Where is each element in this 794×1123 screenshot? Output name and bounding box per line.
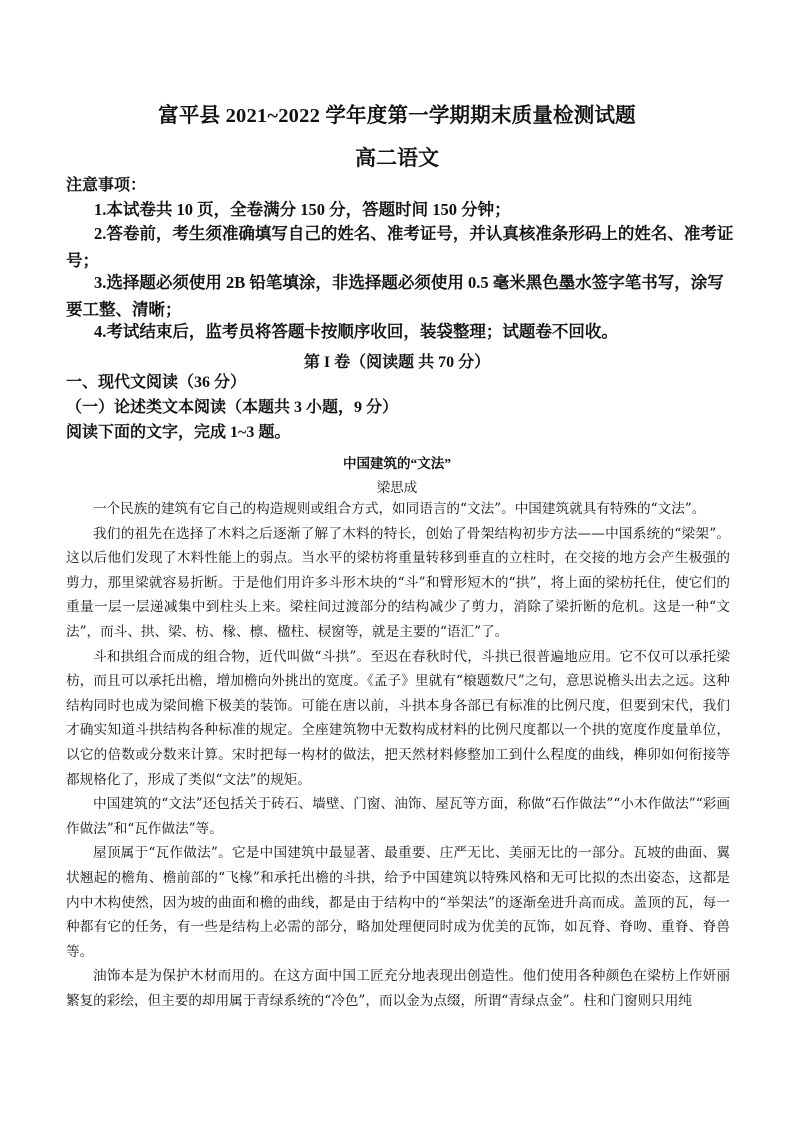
notice-label: 注意事项： xyxy=(66,177,147,194)
article-paragraph: 油饰本是为保护木材而用的。在这方面中国工匠充分地表现出创造性。他们使用各种颜色在梁枋上作妍丽繁复的彩绘，但主要的却用属于青绿系统的“冷色”，而以金为点缀，所谓“青绿点金”。柱和门窗则只用纯 xyxy=(66,968,730,1009)
article-author: 梁思成 xyxy=(376,480,418,495)
article-paragraph: 我们的祖先在选择了木料之后逐渐了解了木料的特长，创始了骨架结构初步方法——中国系统的“梁架”。这以后他们发现了木料性能上的弱点。当水平的梁枋将重量转移到垂直的立柱时，在交接的地方会产生极强的剪力，那里梁就容易折断。于是他们用许多斗形木块的“斗”和臂形短木的“拱”，将上面的梁枋托住，使它们的重量一层一层递减集中到柱头上来。梁柱间过渡部分的结构减少了剪力，消除了梁折断的危机。这是一种“文法”，而斗、拱、梁、枋、椽、檩、楹柱、棂窗等，就是主要的“语汇”了。 xyxy=(66,525,730,640)
notice-item-3: 3.选择题必须使用 2B 铅笔填涂，非选择题必须使用 0.5 毫米黑色墨水签字笔书写，涂写要工整、清晰； xyxy=(66,273,724,319)
section-instruction: 阅读下面的文字，完成 1~3 题。 xyxy=(66,424,291,441)
section-subheading: （一）论述类文本阅读（本题共 3 小题，9 分） xyxy=(66,399,399,416)
article-paragraph: 屋顶属于“瓦作做法”。它是中国建筑中最显著、最重要、庄严无比、美丽无比的一部分。瓦坡的曲面、翼状翘起的檐角、檐前部的“飞椽”和承托出檐的斗拱，给予中国建筑以特殊风格和无可比拟的杰出姿态，这都是内中木构使然，因为坡的曲面和檐的曲线，都是由于结构中的“举架法”的逐渐垒进升高而成。盖顶的瓦，每一种都有它的任务，有一些是结构上必需的部分，略加处理便同时成为优美的瓦饰，如瓦脊、脊吻、重脊、脊兽等。 xyxy=(66,845,730,960)
article-title: 中国建筑的“文法” xyxy=(343,456,451,471)
article-paragraph: 斗和拱组合而成的组合物，近代叫做“斗拱”。至迟在春秋时代，斗拱已很普遍地应用。它不仅可以承托梁枋，而且可以承托出檐，增加檐向外挑出的宽度。《孟子》里就有“榱题数尺”之句，意思说檐头出去之远。这种结构同时也成为梁间檐下极美的装饰。可能在唐以前，斗拱本身各部已有标准的比例尺度，但要到宋代，我们才确实知道斗拱结构各种标准的规定。全座建筑物中无数构成材料的比例尺度都以一个拱的宽度作度量单位，以它的倍数或分数来计算。宋时把每一构材的做法，把天然材料修整加工到什么程度的曲线，榫卯如何衔接等都规格化了，形成了类似“文法”的规矩。 xyxy=(66,648,730,788)
notice-item-1: 1.本试卷共 10 页，全卷满分 150 分，答题时间 150 分钟； xyxy=(94,200,511,219)
article-paragraph: 中国建筑的“文法”还包括关于砖石、墙壁、门窗、油饰、屋瓦等方面，称做“石作做法”“小木作做法”“彩画作做法”和“瓦作做法”等。 xyxy=(66,796,730,837)
article-paragraph: 一个民族的建筑有它自己的构造规则或组合方式，如同语言的“文法”。中国建筑就具有特殊的“文法”。 xyxy=(93,501,706,517)
article-body xyxy=(66,497,730,1013)
exam-title: 富平县 2021~2022 学年度第一学期期末质量检测试题 xyxy=(158,105,636,127)
section-heading: 一、现代文阅读（36 分） xyxy=(66,374,247,391)
notice-item-2: 2.答卷前，考生须准确填写自己的姓名、准考证号，并认真核准条形码上的姓名、准考证号； xyxy=(66,224,734,270)
part-title: 第 I 卷（阅读题 共 70 分） xyxy=(303,354,491,371)
notice-item-4: 4.考试结束后，监考员将答题卡按顺序收回，装袋整理；试题卷不回收。 xyxy=(94,322,618,341)
exam-subtitle: 高二语文 xyxy=(355,146,439,170)
